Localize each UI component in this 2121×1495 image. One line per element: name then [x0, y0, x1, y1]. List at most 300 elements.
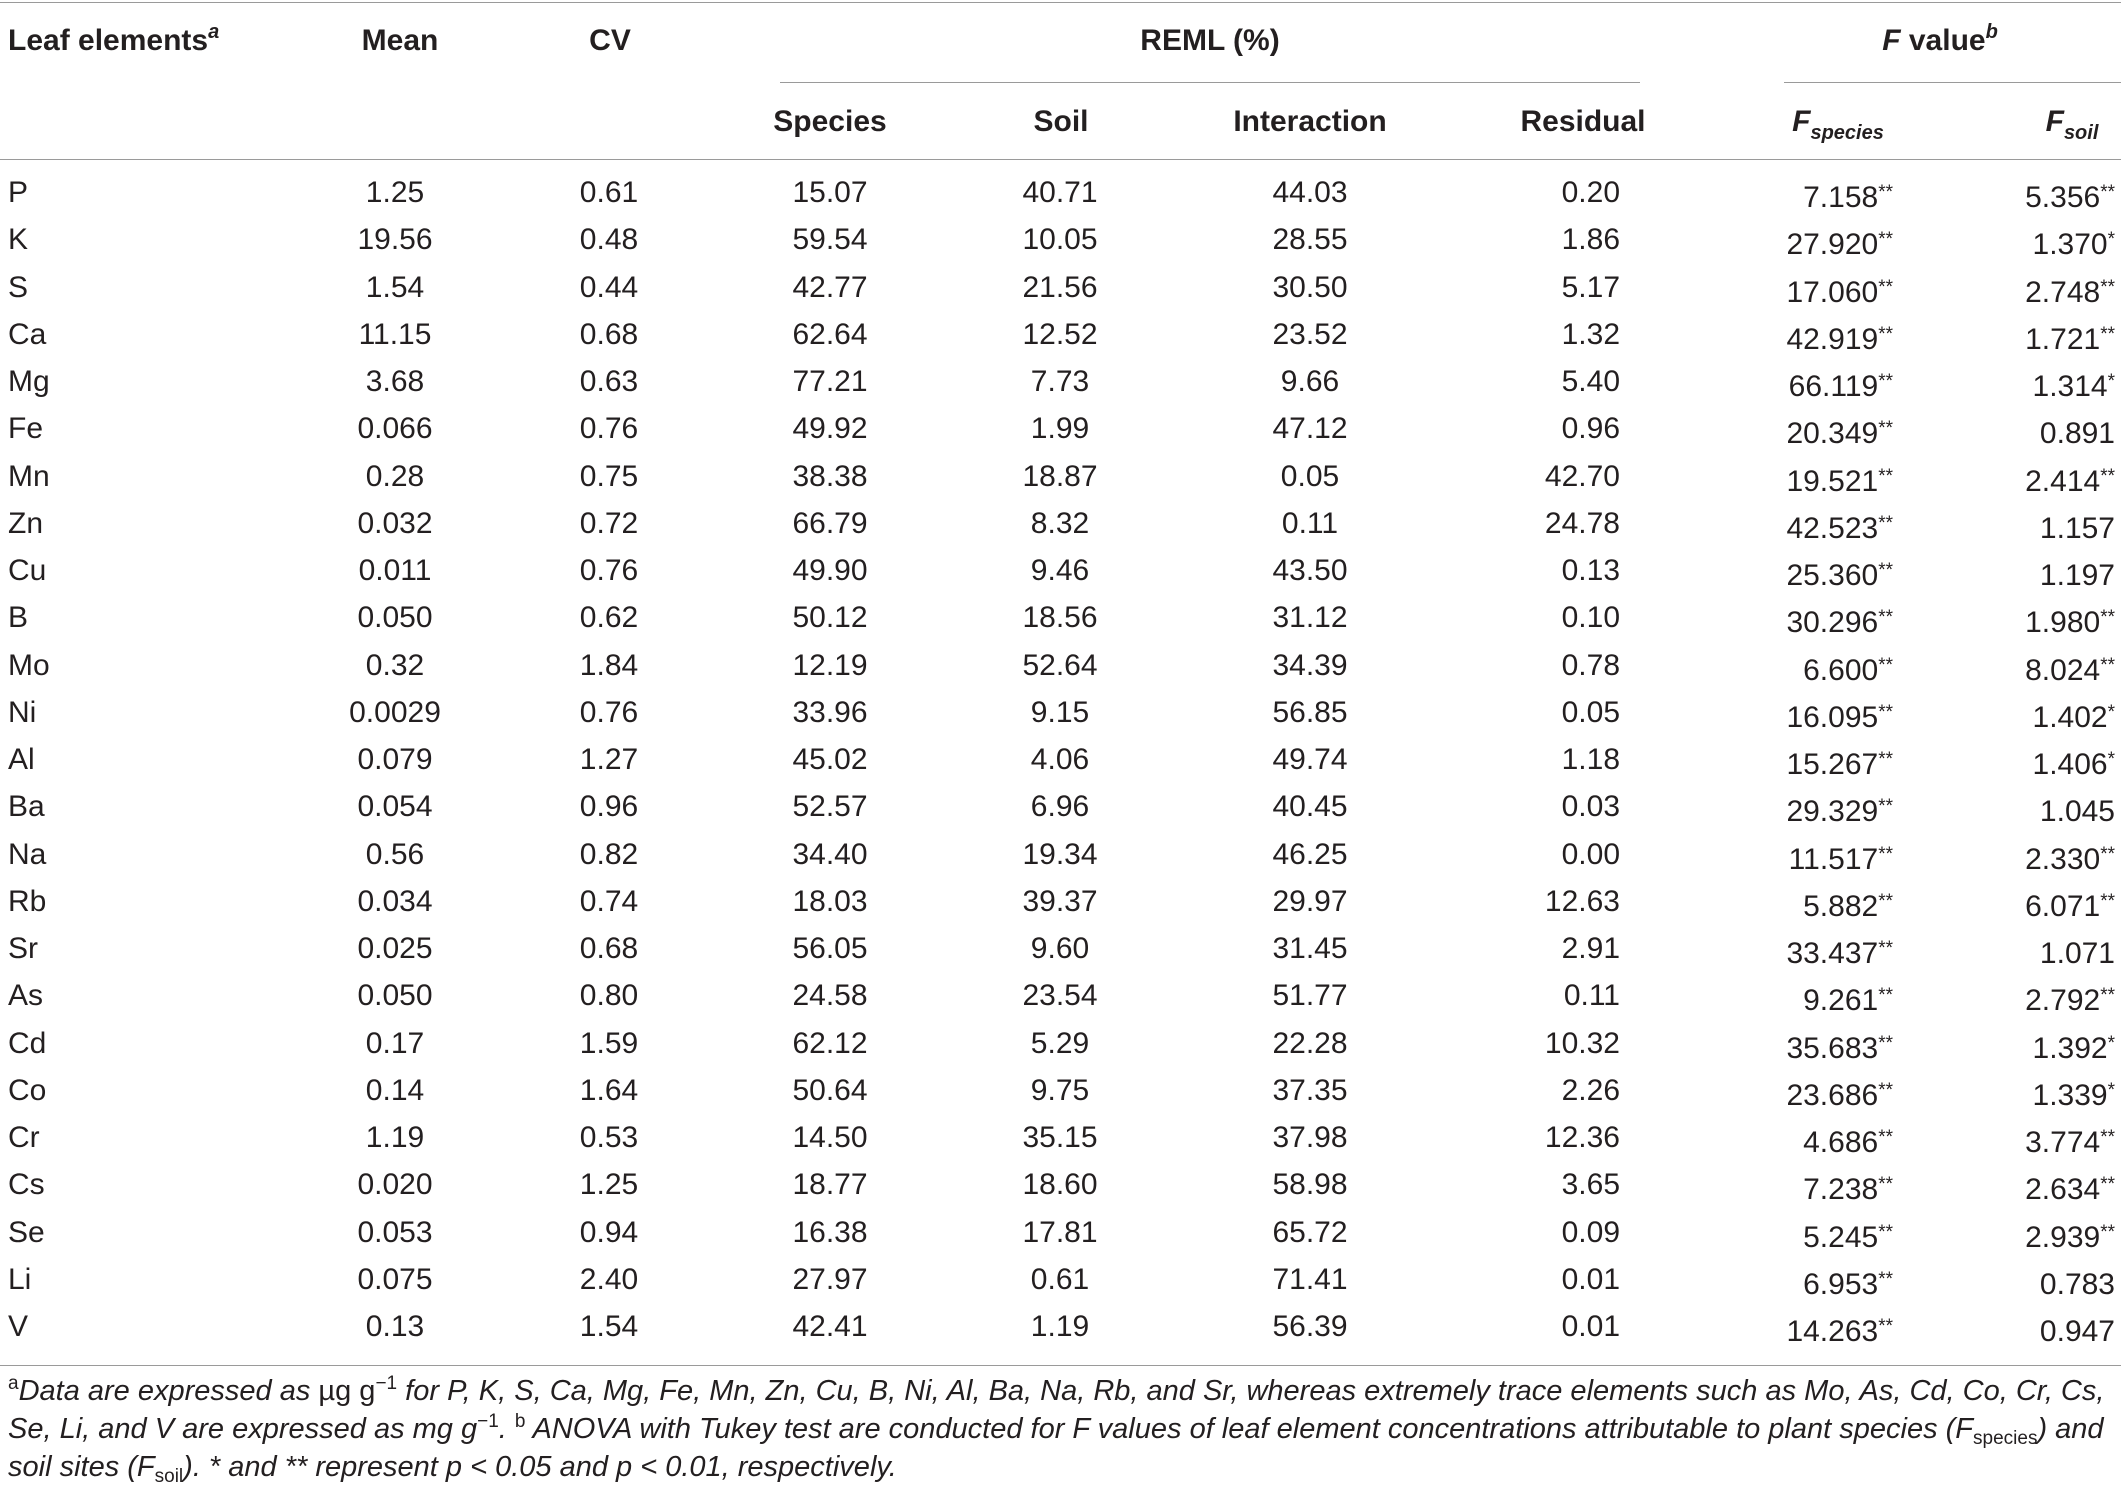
- cell-interaction: 29.97: [1272, 884, 1348, 918]
- cell-residual: 0.78: [1561, 648, 1620, 682]
- cell-residual: 0.01: [1561, 1310, 1620, 1343]
- cell-residual: 0.03: [1561, 790, 1620, 824]
- cell-f-species: [1803, 1257, 1893, 1308]
- cell-residual: 24.78: [1544, 506, 1620, 540]
- table-row: [0, 170, 2121, 216]
- cell-f-soil: [2025, 643, 2115, 694]
- cell-interaction: 23.52: [1272, 317, 1348, 351]
- cell-f-soil-sig: **: [2100, 1221, 2115, 1243]
- cell-f-species-sig: **: [1878, 1268, 1893, 1290]
- cell-residual: 0.05: [1561, 695, 1620, 729]
- cell-f-soil-value: 3.774: [2025, 1126, 2101, 1159]
- cell-residual: 2.26: [1561, 1073, 1620, 1107]
- cell-species: 62.64: [792, 317, 868, 351]
- cell-f-soil-sig: **: [2100, 985, 2115, 1007]
- cell-soil: 19.34: [1022, 837, 1098, 871]
- table-row: [0, 1304, 2121, 1350]
- cell-soil: 9.75: [1030, 1073, 1090, 1107]
- cell-f-soil: [2025, 312, 2115, 363]
- cell-f-soil: [2025, 170, 2115, 221]
- cell-cv: 0.48: [579, 223, 639, 257]
- cell-f-species-value: 23.686: [1786, 1078, 1879, 1112]
- footnote-b-text3: ). * and ** represent p < 0.05 and p < 0.01, respectively.: [183, 1451, 897, 1483]
- cell-interaction: 65.72: [1272, 1215, 1348, 1249]
- cell-species: 77.21: [792, 365, 868, 398]
- cell-residual: 0.11: [1563, 979, 1620, 1013]
- cell-interaction: 22.28: [1272, 1026, 1348, 1060]
- cell-soil: 12.52: [1022, 317, 1098, 351]
- cell-f-soil: [2040, 548, 2115, 599]
- cell-f-species: [1789, 832, 1893, 883]
- cell-interaction: 56.39: [1272, 1310, 1348, 1343]
- cell-species: 52.57: [792, 790, 868, 824]
- cell-mean: 0.011: [358, 554, 432, 587]
- cell-el: Cs: [8, 1168, 45, 1202]
- cell-f-species-sig: **: [1878, 1174, 1893, 1196]
- cell-interaction: 58.98: [1272, 1168, 1348, 1202]
- table-row: [0, 454, 2121, 500]
- cell-residual: 42.70: [1544, 459, 1620, 493]
- cell-soil: 0.61: [1030, 1262, 1090, 1296]
- cell-interaction: 49.74: [1272, 743, 1348, 776]
- cell-f-soil: [2033, 359, 2115, 410]
- cell-f-species-sig: **: [1878, 276, 1893, 298]
- cell-interaction: 31.12: [1272, 601, 1348, 635]
- cell-cv: 0.75: [579, 459, 639, 493]
- cell-f-species-value: 5.245: [1803, 1220, 1879, 1254]
- cell-mean: 0.025: [357, 932, 433, 965]
- cell-f-species-value: 42.919: [1786, 322, 1879, 356]
- header-species: Species: [773, 105, 887, 138]
- table-row: [0, 501, 2121, 547]
- cell-f-species-value: 15.267: [1786, 748, 1879, 781]
- cell-f-species-value: 29.329: [1786, 795, 1879, 829]
- cell-residual: 0.13: [1561, 554, 1620, 587]
- cell-f-soil: [2040, 784, 2115, 835]
- cell-f-soil: [2033, 1068, 2115, 1119]
- footnote-a-exp1: −1: [375, 1373, 398, 1394]
- table-row: [0, 1162, 2121, 1208]
- cell-cv: 0.68: [579, 932, 639, 965]
- cell-species: 50.64: [792, 1073, 868, 1107]
- cell-el: Co: [8, 1073, 47, 1107]
- cell-residual: 5.17: [1561, 270, 1620, 304]
- cell-f-soil-value: 1.406: [2032, 748, 2108, 781]
- cell-el: Rb: [8, 884, 47, 918]
- cell-f-species: [1786, 265, 1893, 316]
- cell-f-soil-value: 1.197: [2039, 559, 2115, 592]
- cell-f-species-value: 14.263: [1786, 1315, 1879, 1348]
- cell-f-species-sig: **: [1878, 371, 1893, 392]
- cell-el: Na: [8, 837, 47, 871]
- cell-soil: 1.99: [1030, 412, 1090, 446]
- cell-f-soil-sig: *: [2107, 371, 2115, 392]
- cell-mean: 0.032: [357, 506, 433, 540]
- table-row: [0, 690, 2121, 736]
- cell-cv: 0.63: [579, 365, 639, 398]
- cell-f-soil: [2025, 1162, 2115, 1213]
- cell-f-soil-value: 1.402: [2032, 700, 2108, 734]
- cell-f-soil-value: 1.157: [2039, 511, 2115, 545]
- cell-interaction: 0.11: [1281, 506, 1339, 540]
- cell-f-soil-sig: **: [2100, 654, 2115, 676]
- cell-f-species-sig: **: [1878, 654, 1893, 676]
- footnote-a-exp2: −1: [477, 1411, 499, 1432]
- cell-f-species-value: 9.261: [1803, 984, 1879, 1018]
- header-soil: Soil: [1033, 105, 1089, 138]
- cell-residual: 0.96: [1561, 412, 1620, 446]
- cell-cv: 0.62: [579, 601, 639, 635]
- table-row: [0, 1115, 2121, 1161]
- cell-el: K: [8, 223, 29, 257]
- cell-f-soil-sig: *: [2107, 229, 2115, 251]
- cell-f-species: [1786, 690, 1893, 741]
- cell-f-soil: [2025, 1115, 2115, 1166]
- cell-mean: 0.054: [357, 790, 433, 824]
- cell-soil: 9.46: [1030, 554, 1090, 587]
- cell-mean: 0.14: [365, 1073, 425, 1107]
- cell-species: 45.02: [792, 743, 868, 776]
- cell-f-soil-sig: **: [2100, 276, 2115, 298]
- cell-interaction: 37.35: [1272, 1073, 1348, 1107]
- cell-residual: 0.20: [1561, 176, 1620, 209]
- cell-residual: 1.32: [1561, 317, 1620, 351]
- cell-f-species-value: 6.600: [1803, 653, 1879, 687]
- cell-f-species-value: 5.882: [1803, 889, 1879, 923]
- cell-f-species: [1786, 454, 1893, 505]
- cell-f-species: [1786, 1068, 1893, 1119]
- cell-f-soil: [2040, 1304, 2115, 1355]
- cell-mean: 1.25: [365, 176, 425, 209]
- footnote-a-unit: µg g: [318, 1375, 376, 1407]
- cell-interaction: 34.39: [1272, 648, 1348, 682]
- cell-f-soil-sig: **: [2100, 182, 2115, 203]
- cell-f-species: [1786, 501, 1893, 552]
- cell-f-species-value: 4.686: [1803, 1126, 1879, 1159]
- cell-species: 18.03: [792, 884, 868, 918]
- cell-el: Ba: [8, 790, 45, 824]
- cell-f-soil-value: 1.071: [2039, 937, 2115, 970]
- cell-f-soil: [2033, 690, 2115, 741]
- header-f-species-f: F: [1792, 105, 1811, 138]
- cell-f-species: [1786, 737, 1893, 788]
- cell-f-soil: [2033, 217, 2115, 268]
- cell-f-soil: [2025, 265, 2115, 316]
- cell-f-species: [1786, 1304, 1893, 1355]
- cell-residual: 0.09: [1561, 1215, 1620, 1249]
- cell-cv: 1.59: [579, 1026, 639, 1060]
- cell-el: S: [8, 270, 29, 304]
- cell-el: Sr: [8, 932, 38, 965]
- cell-f-soil-sig: **: [2100, 607, 2115, 629]
- cell-mean: 0.28: [365, 459, 425, 493]
- cell-el: Al: [8, 743, 35, 776]
- footnote-a-text2: for P, K, S, Ca, Mg, Fe, Mn, Zn, Cu, B, Ni, Al, Ba, Na, Rb, and Sr, whereas extremely trace elements such as Mo, As, Cd, Co, Cr, Cs, Se, Li, and V are expressed as mg g: [8, 1375, 2105, 1445]
- cell-el: Fe: [8, 412, 44, 446]
- cell-f-species: [1803, 879, 1893, 930]
- cell-interaction: 46.25: [1272, 837, 1348, 871]
- table-row: [0, 832, 2121, 878]
- cell-f-species-value: 25.360: [1786, 559, 1879, 592]
- cell-cv: 0.72: [579, 506, 639, 540]
- cell-f-species-sig: **: [1878, 1079, 1893, 1101]
- cell-f-species-value: 6.953: [1803, 1267, 1879, 1301]
- cell-residual: 3.65: [1561, 1168, 1620, 1202]
- table-row: [0, 1021, 2121, 1067]
- cell-interaction: 47.12: [1272, 412, 1348, 446]
- cell-interaction: 40.45: [1272, 790, 1348, 824]
- header-f-species-sub: species: [1810, 122, 1884, 144]
- cell-f-species: [1803, 1210, 1893, 1261]
- cell-interaction: 37.98: [1272, 1121, 1348, 1154]
- cell-residual: 1.18: [1561, 743, 1620, 776]
- cell-f-soil: [2040, 926, 2115, 977]
- cell-mean: 19.56: [357, 223, 433, 257]
- cell-el: Mn: [8, 459, 50, 493]
- cell-soil: 35.15: [1022, 1121, 1098, 1154]
- cell-f-species-value: 7.238: [1803, 1173, 1879, 1207]
- cell-soil: 8.32: [1030, 506, 1090, 540]
- cell-soil: 5.29: [1030, 1026, 1090, 1060]
- cell-f-soil: [2025, 973, 2115, 1024]
- cell-mean: 0.079: [357, 743, 433, 776]
- cell-soil: 10.05: [1022, 223, 1098, 257]
- cell-cv: 0.68: [579, 317, 639, 351]
- cell-f-soil-value: 1.045: [2039, 795, 2115, 829]
- cell-soil: 9.15: [1030, 695, 1090, 729]
- cell-f-soil-value: 0.891: [2039, 417, 2115, 451]
- cell-mean: 0.13: [365, 1310, 425, 1343]
- cell-f-soil-sig: **: [2100, 890, 2115, 912]
- cell-f-species-value: 30.296: [1786, 606, 1879, 640]
- cell-species: 33.96: [792, 695, 868, 729]
- cell-residual: 0.01: [1561, 1262, 1620, 1296]
- cell-el: Zn: [8, 506, 44, 540]
- cell-f-species: [1786, 312, 1893, 363]
- cell-mean: 0.0029: [349, 695, 441, 729]
- cell-cv: 1.25: [579, 1168, 639, 1202]
- cell-species: 66.79: [792, 506, 868, 540]
- table-row: [0, 312, 2121, 358]
- cell-interaction: 51.77: [1272, 979, 1348, 1013]
- cell-species: 50.12: [792, 601, 868, 635]
- cell-f-soil-sig: **: [2100, 465, 2115, 487]
- cell-f-soil-sig: **: [2100, 323, 2115, 345]
- cell-el: As: [8, 979, 44, 1013]
- cell-f-soil-value: 0.947: [2039, 1315, 2115, 1348]
- cell-f-soil-value: 2.748: [2025, 275, 2101, 309]
- cell-residual: 12.36: [1544, 1121, 1620, 1154]
- cell-soil: 39.37: [1022, 884, 1098, 918]
- cell-cv: 0.76: [579, 554, 639, 587]
- cell-interaction: 9.66: [1280, 365, 1340, 398]
- cell-cv: 0.94: [579, 1215, 639, 1249]
- cell-el: Li: [8, 1262, 32, 1296]
- cell-soil: 18.60: [1022, 1168, 1098, 1202]
- cell-f-soil-value: 2.330: [2025, 842, 2101, 876]
- cell-f-species: [1786, 548, 1893, 599]
- cell-mean: 0.17: [365, 1026, 425, 1060]
- cell-f-species: [1803, 170, 1893, 221]
- cell-f-species: [1803, 1115, 1893, 1166]
- cell-cv: 0.82: [579, 837, 639, 871]
- footnote-paragraph: [8, 1372, 2108, 1486]
- cell-soil: 1.19: [1030, 1310, 1090, 1343]
- cell-f-species-sig: **: [1878, 701, 1893, 723]
- cell-f-soil: [2040, 406, 2115, 457]
- cell-f-species-sig: **: [1878, 1127, 1893, 1148]
- header-mean: Mean: [361, 24, 439, 57]
- cell-f-species-sig: **: [1878, 1032, 1893, 1054]
- cell-species: 59.54: [792, 223, 868, 257]
- cell-f-species-sig: **: [1878, 229, 1893, 251]
- cell-f-species: [1786, 926, 1893, 977]
- cell-residual: 0.00: [1561, 837, 1620, 871]
- cell-f-species-value: 66.119: [1788, 370, 1879, 403]
- cell-f-species-sig: **: [1878, 1316, 1893, 1337]
- cell-soil: 9.60: [1030, 932, 1090, 965]
- cell-species: 49.92: [792, 412, 868, 446]
- cell-soil: 4.06: [1030, 743, 1090, 776]
- cell-f-soil-value: 2.634: [2025, 1173, 2101, 1207]
- cell-f-species: [1786, 217, 1893, 268]
- cell-f-soil: [2025, 1210, 2115, 1261]
- table-row: [0, 1210, 2121, 1256]
- cell-f-soil-value: 8.024: [2025, 653, 2101, 687]
- cell-mean: 0.56: [365, 837, 425, 871]
- cell-mean: 0.075: [357, 1262, 433, 1296]
- cell-residual: 0.10: [1561, 601, 1620, 635]
- cell-f-species-sig: **: [1878, 749, 1893, 770]
- table-row: [0, 737, 2121, 783]
- cell-f-soil-value: 1.392: [2032, 1031, 2108, 1065]
- header-f-soil-f: F: [2045, 105, 2064, 138]
- cell-f-species-sig: **: [1878, 465, 1893, 487]
- cell-f-species-value: 19.521: [1786, 464, 1879, 498]
- cell-mean: 1.54: [365, 270, 425, 304]
- cell-f-soil: [2025, 454, 2115, 505]
- cell-f-species: [1803, 643, 1893, 694]
- cell-mean: 0.053: [357, 1215, 433, 1249]
- cell-mean: 11.15: [358, 317, 432, 351]
- cell-soil: 18.56: [1022, 601, 1098, 635]
- cell-cv: 1.64: [579, 1073, 639, 1107]
- cell-mean: 0.050: [357, 601, 433, 635]
- cell-f-soil-value: 1.314: [2032, 370, 2108, 403]
- cell-f-species-value: 11.517: [1788, 842, 1879, 876]
- table-row: [0, 1257, 2121, 1303]
- cell-f-species-sig: **: [1878, 560, 1893, 581]
- cell-f-species-sig: **: [1878, 323, 1893, 345]
- cell-f-species-value: 17.060: [1786, 275, 1879, 309]
- cell-mean: 0.020: [357, 1168, 433, 1202]
- cell-el: Cu: [8, 554, 47, 587]
- cell-f-species: [1786, 406, 1893, 457]
- cell-f-soil-sig: **: [2100, 1174, 2115, 1196]
- cell-soil: 7.73: [1030, 365, 1090, 398]
- cell-f-soil-sig: **: [2100, 1127, 2115, 1148]
- header-f-value-f: F: [1882, 24, 1901, 57]
- cell-interaction: 43.50: [1272, 554, 1348, 587]
- cell-f-soil: [2025, 595, 2115, 646]
- table-row: [0, 1068, 2121, 1114]
- cell-el: Se: [8, 1215, 45, 1249]
- footnote-b-sub-species: species: [1973, 1428, 2038, 1449]
- cell-f-soil-value: 2.414: [2025, 464, 2101, 498]
- table-row: [0, 643, 2121, 689]
- cell-mean: 3.68: [365, 365, 425, 398]
- cell-cv: 0.61: [579, 176, 639, 209]
- cell-interaction: 0.05: [1280, 459, 1340, 493]
- cell-f-species-sig: **: [1878, 182, 1893, 203]
- table-row: [0, 359, 2121, 405]
- cell-f-soil-sig: *: [2107, 749, 2115, 770]
- cell-cv: 1.27: [579, 743, 639, 776]
- cell-soil: 23.54: [1022, 979, 1098, 1013]
- cell-interaction: 71.41: [1272, 1262, 1348, 1296]
- header-f-value-sup: b: [1985, 21, 1998, 43]
- cell-f-species-sig: **: [1878, 938, 1893, 959]
- table-row: [0, 548, 2121, 594]
- cell-soil: 52.64: [1022, 648, 1098, 682]
- table-bottom-rule: [0, 1365, 2121, 1366]
- cell-el: Mo: [8, 648, 50, 682]
- cell-el: P: [8, 176, 29, 209]
- header-leaf-elements-label: Leaf elements: [8, 24, 209, 57]
- cell-mean: 0.32: [365, 648, 425, 682]
- cell-f-species-value: 42.523: [1786, 511, 1879, 545]
- cell-f-soil: [2033, 737, 2115, 788]
- cell-f-soil-value: 0.783: [2039, 1267, 2115, 1301]
- header-f-value-rest: value: [1900, 24, 1986, 57]
- table-row: [0, 406, 2121, 452]
- cell-species: 49.90: [792, 554, 868, 587]
- cell-species: 56.05: [792, 932, 868, 965]
- cell-soil: 40.71: [1022, 176, 1098, 209]
- cell-cv: 0.53: [579, 1121, 639, 1154]
- cell-el: V: [8, 1310, 29, 1343]
- cell-residual: 2.91: [1561, 932, 1620, 965]
- cell-soil: 6.96: [1030, 790, 1090, 824]
- cell-f-soil-value: 1.370: [2032, 228, 2108, 262]
- cell-f-species-sig: **: [1878, 985, 1893, 1007]
- cell-f-species: [1786, 595, 1893, 646]
- cell-residual: 1.86: [1561, 223, 1620, 257]
- footnote-a-mark: a: [8, 1373, 19, 1394]
- cell-f-species-sig: **: [1878, 607, 1893, 629]
- header-interaction: Interaction: [1233, 105, 1387, 138]
- cell-f-soil-value: 1.339: [2032, 1078, 2108, 1112]
- cell-soil: 18.87: [1022, 459, 1098, 493]
- table-row: [0, 265, 2121, 311]
- table-row: [0, 926, 2121, 972]
- cell-el: Ca: [8, 317, 47, 351]
- cell-f-soil-sig: **: [2100, 843, 2115, 865]
- cell-f-species-value: 16.095: [1786, 700, 1879, 734]
- cell-mean: 0.034: [357, 884, 433, 918]
- cell-residual: 10.32: [1544, 1026, 1620, 1060]
- cell-f-species-sig: **: [1878, 796, 1893, 818]
- cell-el: B: [8, 601, 29, 635]
- cell-species: 42.77: [792, 270, 868, 304]
- cell-interaction: 28.55: [1272, 223, 1348, 257]
- cell-f-species: [1803, 1162, 1893, 1213]
- cell-f-soil: [2025, 879, 2115, 930]
- cell-species: 18.77: [792, 1168, 868, 1202]
- cell-interaction: 30.50: [1272, 270, 1348, 304]
- cell-species: 42.41: [792, 1310, 868, 1343]
- footnote-a-text3: .: [498, 1413, 515, 1445]
